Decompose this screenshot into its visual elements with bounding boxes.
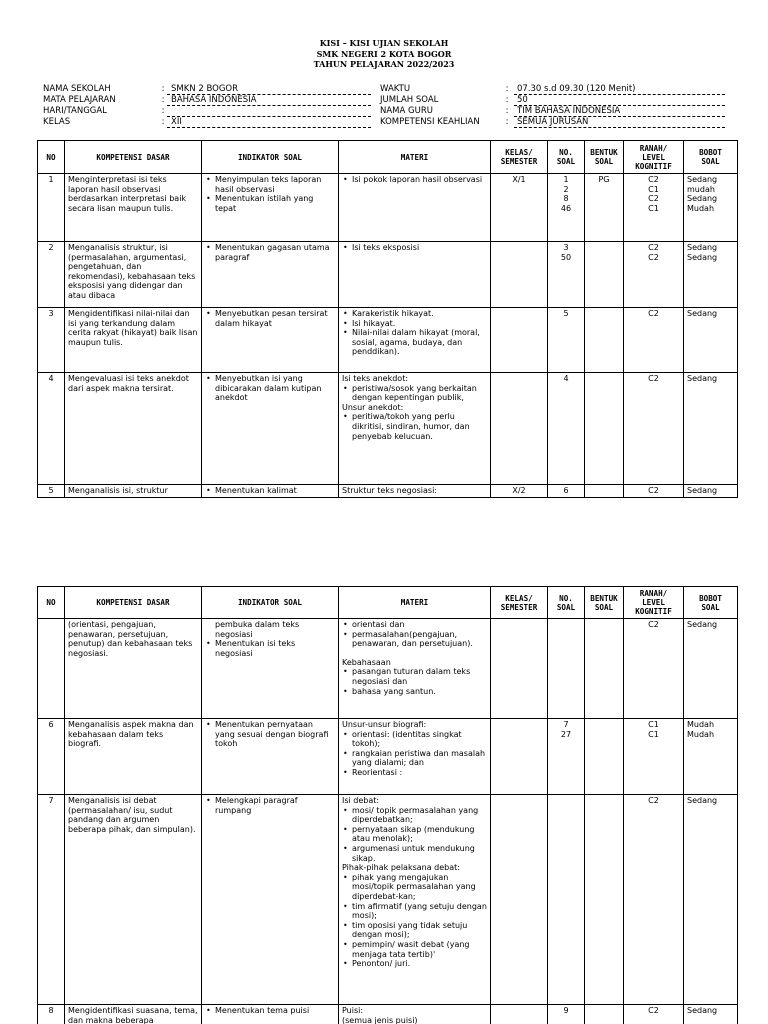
row-indikator: • Melengkapi paragraf rumpang: [202, 795, 339, 1005]
info-value: 07.30 s.d 09.30 (120 Menit): [514, 84, 725, 95]
row-materi: • Karakeristik hikayat. • Isi hikayat. • Nilai-nilai dalam hikayat (moral, sosial, agama, budaya, dan penddikan).: [339, 308, 491, 373]
row-indikator: • Menentukan tema puisi: [202, 1005, 339, 1024]
row-nosoal: 5: [548, 308, 585, 373]
info-colon: :: [505, 95, 509, 105]
row-ranah: C1 C1: [624, 719, 684, 795]
row-bobot: Sedang: [684, 1005, 738, 1024]
row-bobot: Sedang: [684, 373, 738, 485]
table-row: [38, 719, 738, 795]
title-line-2: SMK NEGERI 2 KOTA BOGOR: [316, 48, 452, 59]
row-ranah: C2 C1 C2 C1: [624, 174, 684, 242]
row-nosoal: 7 27: [548, 719, 585, 795]
row-kd: Menganalisis aspek makna dan kebahasaan dalam teks biografi.: [65, 719, 202, 795]
row-no: 2: [38, 242, 65, 308]
info-label: NAMA SEKOLAH: [43, 84, 111, 94]
info-colon: :: [505, 117, 509, 127]
row-ranah: C2: [624, 485, 684, 498]
row-no: 7: [38, 795, 65, 1005]
info-colon: :: [161, 95, 165, 105]
row-indikator: • Menentukan gagasan utama paragraf: [202, 242, 339, 308]
row-kd: Mengevaluasi isi teks anekdot dari aspek makna tersirat.: [65, 373, 202, 485]
row-kelas: X/2: [491, 485, 548, 498]
col-header-kd: KOMPETENSI DASAR: [65, 141, 202, 174]
kisi-table-2: [37, 586, 738, 1024]
row-indikator: • Menentukan pernyataan yang sesuai dengan biografi tokoh: [202, 719, 339, 795]
table-row: [38, 619, 738, 719]
table-row: [38, 373, 738, 485]
col-header-kd: KOMPETENSI DASAR: [65, 587, 202, 619]
page-gap: [0, 540, 768, 586]
table-row: [38, 242, 738, 308]
row-nosoal: 4: [548, 373, 585, 485]
school-info-left: [43, 84, 371, 128]
row-materi: • Isi teks eksposisi: [339, 242, 491, 308]
col-header-bentuk: BENTUK SOAL: [585, 587, 624, 619]
info-value: 50: [514, 95, 725, 106]
row-bentuk: [585, 373, 624, 485]
row-materi: Isi teks anekdot: • peristiwa/sosok yang berkaitan dengan kepentingan publik, Unsur anekdot: • peritiwa/tokoh yang perlu dikritisi, sindiran, humor, dan penyebab kelucuan.: [339, 373, 491, 485]
table-header-row: [38, 141, 738, 174]
row-indikator: • Menyimpulan teks laporan hasil observasi • Menentukan istilah yang tepat: [202, 174, 339, 242]
info-value: BAHASA INDONESIA: [167, 95, 371, 106]
table-header-row: [38, 587, 738, 619]
row-kelas: [491, 242, 548, 308]
info-value: [167, 106, 371, 117]
row-bobot: Sedang: [684, 485, 738, 498]
row-materi: Isi debat: • mosi/ topik permasalahan yang diperdebatkan; • pernyataan sikap (mendukung atau menolak); • argumenasi untuk mendukung sikap. Pihak-pihak pelaksana debat: • pihak yang mengajukan mosi/topik permasalahan yang diperdebat-kan; • tim afirmatif (yang setuju dengan mosi); • tim oposisi yang tidak setuju dengan mosi); • pemimpin/ wasit debat (yang menjaga tata tertib)' • Penonton/ juri.: [339, 795, 491, 1005]
info-label: MATA PELAJARAN: [43, 95, 116, 105]
row-bobot: Sedang mudah Sedang Mudah: [684, 174, 738, 242]
col-header-bobot: BOBOT SOAL: [684, 587, 738, 619]
row-kd: Menganalisis isi debat (permasalahan/ isu, sudut pandang dan argumen beberapa pihak, dan simpulan).: [65, 795, 202, 1005]
row-ranah: C2: [624, 619, 684, 719]
row-indikator: • Menyebutkan pesan tersirat dalam hikayat: [202, 308, 339, 373]
row-kelas: X/1: [491, 174, 548, 242]
row-no: 1: [38, 174, 65, 242]
document-page-2: [0, 586, 768, 1024]
info-colon: :: [505, 106, 509, 116]
info-label: JUMLAH SOAL: [380, 95, 439, 105]
row-ranah: C2: [624, 308, 684, 373]
row-indikator: pembuka dalam teks negosiasi • Menentukan isi teks negosiasi: [202, 619, 339, 719]
row-no: 6: [38, 719, 65, 795]
row-kd: Menginterpretasi isi teks laporan hasil observasi berdasarkan interpretasi baik secara lisan maupun tulis.: [65, 174, 202, 242]
row-nosoal: 9: [548, 1005, 585, 1024]
row-kelas: [491, 619, 548, 719]
row-no: 8: [38, 1005, 65, 1024]
title-line-1: KISI – KISI UJIAN SEKOLAH: [319, 38, 449, 48]
col-header-indikator: INDIKATOR SOAL: [202, 141, 339, 174]
row-kd: Mengidentifikasi nilai-nilai dan isi yang terkandung dalam cerita rakyat (hikayat) baik lisan maupun tulis.: [65, 308, 202, 373]
row-kelas: [491, 1005, 548, 1024]
info-value: XII: [167, 117, 371, 128]
info-colon: :: [161, 117, 165, 127]
row-bobot: Sedang: [684, 619, 738, 719]
col-header-no: NO: [38, 587, 65, 619]
kisi-table-1: [37, 140, 738, 498]
row-nosoal: [548, 619, 585, 719]
school-info-right: [380, 84, 725, 128]
col-header-ranah: RANAH/ LEVEL KOGNITIF: [624, 141, 684, 174]
title-line-3: TAHUN PELAJARAN 2022/2023: [313, 59, 455, 69]
col-header-materi: MATERI: [339, 141, 491, 174]
row-materi: Unsur-unsur biografi: • orientasi: (identitas singkat tokoh); • rangkaian peristiwa dan masalah yang dialami; dan • Reorientasi :: [339, 719, 491, 795]
col-header-kelas: KELAS/ SEMESTER: [491, 141, 548, 174]
table-row: [38, 795, 738, 1005]
row-bentuk: [585, 1005, 624, 1024]
col-header-indikator: INDIKATOR SOAL: [202, 587, 339, 619]
row-bentuk: [585, 308, 624, 373]
info-label: HARI/TANGGAL: [43, 106, 107, 116]
table-row: [38, 485, 738, 498]
row-materi: • orientasi dan • permasalahan(pengajuan, penawaran, dan persetujuan). Kebahasaan • pasangan tuturan dalam teks negosiasi dan • bahasa yang santun.: [339, 619, 491, 719]
col-header-bentuk: BENTUK SOAL: [585, 141, 624, 174]
info-value: SEMUA JURUSAN: [514, 117, 725, 128]
row-bentuk: [585, 795, 624, 1005]
table-row: [38, 308, 738, 373]
info-value: SMKN 2 BOGOR: [167, 84, 371, 95]
row-kd: Menganalisis isi, struktur: [65, 485, 202, 498]
col-header-bobot: BOBOT SOAL: [684, 141, 738, 174]
col-header-no: NO: [38, 141, 65, 174]
row-nosoal: 6: [548, 485, 585, 498]
row-kd: Mengidentifikasi suasana, tema, dan makna beberapa: [65, 1005, 202, 1024]
row-materi: Struktur teks negosiasi:: [339, 485, 491, 498]
row-no: 5: [38, 485, 65, 498]
row-bobot: Mudah Mudah: [684, 719, 738, 795]
row-materi: • Isi pokok laporan hasil observasi: [339, 174, 491, 242]
row-no: [38, 619, 65, 719]
row-no: 3: [38, 308, 65, 373]
row-nosoal: [548, 795, 585, 1005]
info-label: KOMPETENSI KEAHLIAN: [380, 117, 480, 127]
row-nosoal: 1 2 8 46: [548, 174, 585, 242]
info-colon: :: [505, 84, 509, 94]
row-bentuk: [585, 619, 624, 719]
row-kd: (orientasi, pengajuan, penawaran, persetujuan, penutup) dan kebahasaan teks negosiasi.: [65, 619, 202, 719]
row-indikator: • Menentukan kalimat: [202, 485, 339, 498]
row-no: 4: [38, 373, 65, 485]
col-header-ranah: RANAH/ LEVEL KOGNITIF: [624, 587, 684, 619]
row-nosoal: 3 50: [548, 242, 585, 308]
col-header-materi: MATERI: [339, 587, 491, 619]
table-row: [38, 1005, 738, 1024]
row-bobot: Sedang Sedang: [684, 242, 738, 308]
info-value: TIM BAHASA INDONESIA: [514, 106, 725, 117]
row-bobot: Sedang: [684, 308, 738, 373]
row-ranah: C2 C2: [624, 242, 684, 308]
row-bobot: Sedang: [684, 795, 738, 1005]
col-header-nosoal: NO. SOAL: [548, 587, 585, 619]
row-bentuk: [585, 242, 624, 308]
row-bentuk: [585, 719, 624, 795]
row-bentuk: [585, 485, 624, 498]
info-label: NAMA GURU: [380, 106, 433, 116]
info-label: WAKTU: [380, 84, 411, 94]
row-kelas: [491, 308, 548, 373]
row-ranah: C2: [624, 1005, 684, 1024]
row-ranah: C2: [624, 795, 684, 1005]
col-header-nosoal: NO. SOAL: [548, 141, 585, 174]
row-kelas: [491, 795, 548, 1005]
info-label: KELAS: [43, 117, 71, 127]
info-colon: :: [161, 106, 165, 116]
document-title: [0, 38, 768, 70]
col-header-kelas: KELAS/ SEMESTER: [491, 587, 548, 619]
row-kd: Menganalisis struktur, isi (permasalahan, argumentasi, pengetahuan, dan rekomendasi), kebahasaan teks eksposisi yang didengar dan atau dibaca: [65, 242, 202, 308]
info-colon: :: [161, 84, 165, 94]
row-kelas: [491, 719, 548, 795]
row-indikator: • Menyebutkan isi yang dibicarakan dalam kutipan anekdot: [202, 373, 339, 485]
table-row: [38, 174, 738, 242]
row-kelas: [491, 373, 548, 485]
row-ranah: C2: [624, 373, 684, 485]
row-materi: Puisi: (semua jenis puisi): [339, 1005, 491, 1024]
row-bentuk: PG: [585, 174, 624, 242]
